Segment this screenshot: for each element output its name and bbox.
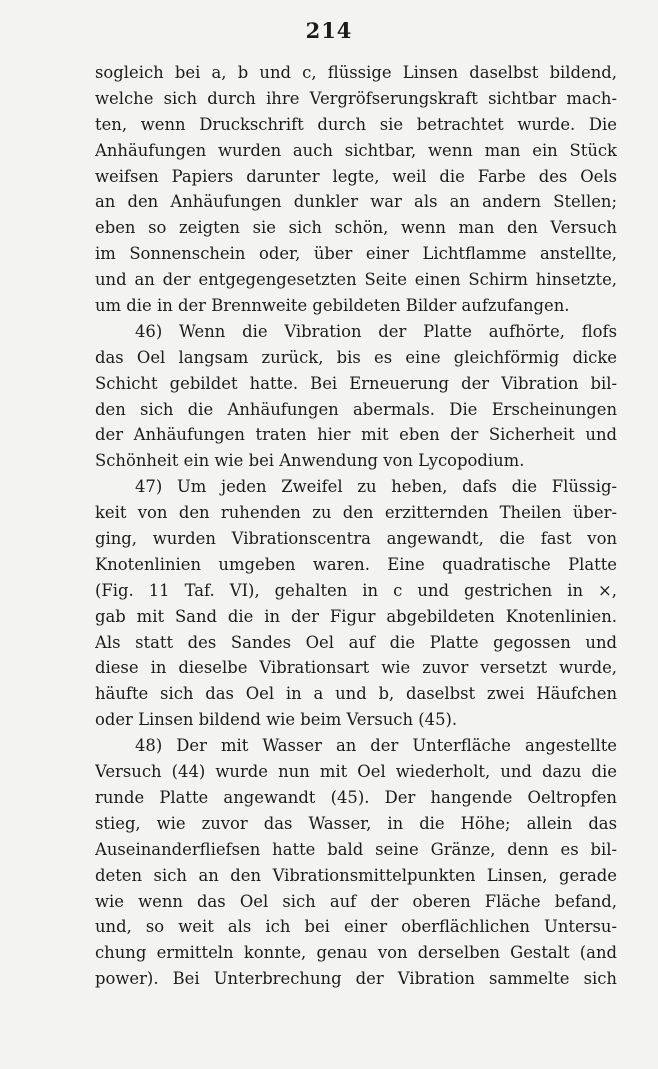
text-line: welche sich durch ihre Vergröfserungskraft sichtbar mach-	[95, 88, 617, 108]
body-text	[95, 60, 617, 992]
text-line: eben so zeigten sie sich schön, wenn man den Versuch	[95, 218, 617, 238]
text-line: Schicht gebildet hatte. Bei Erneuerung der Vibration bil-	[95, 373, 617, 393]
text-line: den sich die Anhäufungen abermals. Die Erscheinungen	[95, 399, 617, 419]
text-line: Als statt des Sandes Oel auf die Platte gegossen und	[95, 632, 617, 652]
text-line: Knotenlinien umgeben waren. Eine quadratische Platte	[95, 554, 617, 574]
text-line: um die in der Brennweite gebildeten Bilder aufzufangen.	[95, 296, 570, 316]
text-line: 47) Um jeden Zweifel zu heben, dafs die Flüssig-	[135, 477, 617, 497]
text-line: Schönheit ein wie bei Anwendung von Lycopodium.	[95, 451, 525, 471]
text-line: Anhäufungen wurden auch sichtbar, wenn man ein Stück	[95, 140, 617, 160]
text-line: im Sonnenschein oder, über einer Lichtflamme anstellte,	[95, 244, 617, 264]
text-line: sogleich bei a, b und c, flüssige Linsen daselbst bildend,	[95, 63, 617, 82]
text-line: 46) Wenn die Vibration der Platte aufhörte, flofs	[135, 321, 617, 341]
text-line: runde Platte angewandt (45). Der hangende Oeltropfen	[95, 787, 617, 807]
text-line: keit von den ruhenden zu den erzitternden Theilen über-	[95, 503, 617, 523]
text-line: und an der entgegengesetzten Seite einen Schirm hinsetzte,	[95, 270, 617, 290]
text-line: an den Anhäufungen dunkler war als an andern Stellen;	[95, 192, 617, 212]
text-line: Auseinanderfliefsen hatte bald seine Gränze, denn es bil-	[95, 839, 617, 859]
text-line: 48) Der mit Wasser an der Unterfläche angestellte	[135, 736, 617, 756]
text-line: das Oel langsam zurück, bis es eine gleichförmig dicke	[95, 347, 617, 367]
text-line: ging, wurden Vibrationscentra angewandt, die fast von	[95, 529, 617, 549]
text-line: diese in dieselbe Vibrationsart wie zuvor versetzt wurde,	[95, 658, 617, 678]
text-line: wie wenn das Oel sich auf der oberen Fläche befand,	[95, 891, 617, 911]
text-line: (Fig. 11 Taf. VI), gehalten in c und gestrichen in ×,	[95, 580, 617, 600]
text-line: oder Linsen bildend wie beim Versuch (45).	[95, 710, 458, 730]
text-line: gab mit Sand die in der Figur abgebildeten Knotenlinien.	[95, 606, 617, 626]
text-line: deten sich an den Vibrationsmittelpunkten Linsen, gerade	[95, 865, 617, 885]
text-line: power). Bei Unterbrechung der Vibration sammelte sich	[95, 969, 617, 989]
page-number: 214	[305, 18, 353, 43]
text-line: weifsen Papiers darunter legte, weil die Farbe des Oels	[95, 166, 617, 186]
text-line: chung ermitteln konnte, genau von derselben Gestalt (and	[95, 943, 617, 963]
text-line: und, so weit als ich bei einer oberflächlichen Untersu-	[95, 917, 617, 937]
text-line: stieg, wie zuvor das Wasser, in die Höhe; allein das	[95, 813, 617, 833]
text-line: ten, wenn Druckschrift durch sie betrachtet wurde. Die	[95, 114, 617, 134]
text-line: Versuch (44) wurde nun mit Oel wiederholt, und dazu die	[95, 762, 617, 782]
text-line: häufte sich das Oel in a und b, daselbst zwei Häufchen	[95, 684, 617, 704]
text-line: der Anhäufungen traten hier mit eben der Sicherheit und	[95, 425, 617, 445]
